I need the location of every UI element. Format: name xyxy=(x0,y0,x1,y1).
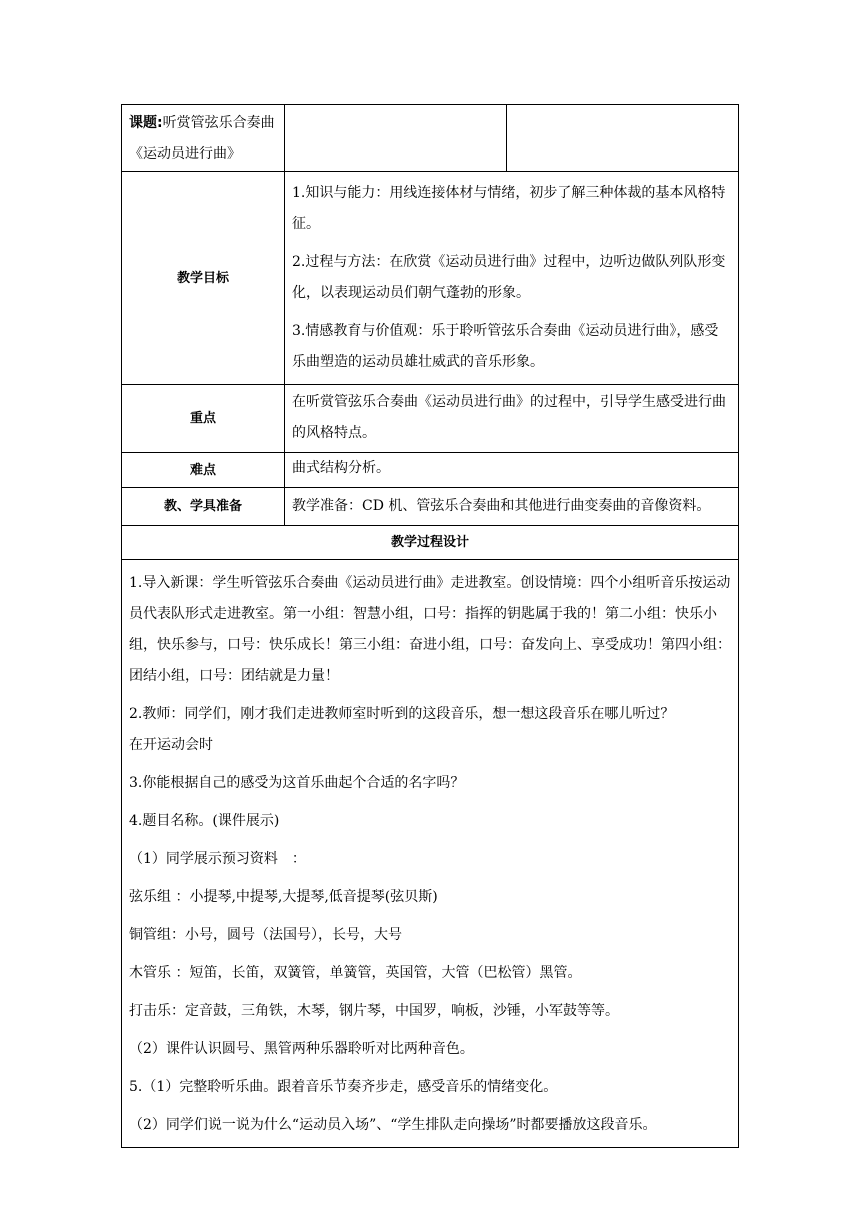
lesson-title-text: 听赏管弦乐合奏曲《运动员进行曲》 xyxy=(129,115,275,162)
objectives-row xyxy=(122,172,739,385)
process-title: 教学过程设计 xyxy=(122,526,739,560)
process-paragraph: （2）同学们说一说为什么“运动员入场”、“学生排队走向操场”时都要播放这段音乐。 xyxy=(129,1117,657,1133)
objectives-content xyxy=(285,172,739,385)
process-paragraph: 5.（1）完整聆听乐曲。跟着音乐节奏齐步走，感受音乐的情绪变化。 xyxy=(129,1079,558,1095)
lesson-plan-table xyxy=(121,104,739,1148)
title-row xyxy=(122,105,739,172)
lesson-title-cell xyxy=(122,105,285,172)
lesson-plan-page xyxy=(121,104,738,1148)
key-point-text: 在听赏管弦乐合奏曲《运动员进行曲》的过程中，引导学生感受进行曲的风格特点。 xyxy=(292,394,726,441)
preparation-label: 教、学具准备 xyxy=(122,488,285,526)
preparation-text: 教学准备：CD 机、管弦乐合奏曲和其他进行曲变奏曲的音像资料。 xyxy=(292,498,711,514)
process-paragraph: 在开运动会时 xyxy=(129,737,213,753)
process-paragraph: 3.你能根据自己的感受为这首乐曲起个合适的名字吗？ xyxy=(129,775,465,791)
preparation-row xyxy=(122,488,739,526)
difficulty-text: 曲式结构分析。 xyxy=(292,460,390,476)
difficulty-label: 难点 xyxy=(122,453,285,488)
process-content xyxy=(122,560,739,1148)
lesson-title-label: 课题: xyxy=(129,115,163,131)
key-point-label: 重点 xyxy=(122,385,285,453)
process-paragraph: 铜管组：小号，圆号（法国号），长号，大号 xyxy=(129,927,402,943)
process-paragraph: （2）课件认识圆号、黑管两种乐器聆听对比两种音色。 xyxy=(129,1041,474,1057)
title-empty-cell-2 xyxy=(507,105,739,172)
difficulty-content xyxy=(285,453,739,488)
process-paragraph: 2.教师：同学们，刚才我们走进教师室时听到的这段音乐，想一想这段音乐在哪儿听过？ xyxy=(129,706,675,722)
process-paragraph: 木管乐 ：短笛，长笛，双簧管，单簧管，英国管，大管（巴松管）黑管。 xyxy=(129,965,582,981)
process-row xyxy=(122,560,739,1148)
key-point-row xyxy=(122,385,739,453)
key-point-content xyxy=(285,385,739,453)
process-paragraph: （1）同学展示预习资料 ： xyxy=(129,851,306,867)
process-paragraph: 弦乐组 ：小提琴,中提琴,大提琴,低音提琴(弦贝斯) xyxy=(129,889,438,905)
objective-item-2: 2.过程与方法：在欣赏《运动员进行曲》过程中，边听边做队列队形变化，以表现运动员们朝气蓬勃的形象。 xyxy=(292,254,726,301)
process-paragraph: 1.导入新课：学生听管弦乐合奏曲《运动员进行曲》走进教室。创设情境：四个小组听音乐按运动员代表队形式走进教室。第一小组：智慧小组，口号：指挥的钥匙属于我的！第二小组：快乐小组，快乐参与，口号：快乐成长！第三小组：奋进小组，口号：奋发向上、享受成功！第四小组：团结小组，口号：团结就是力量！ xyxy=(129,575,731,684)
objectives-label: 教学目标 xyxy=(122,172,285,385)
process-paragraph: 4.题目名称。(课件展示) xyxy=(129,813,280,829)
objective-item-1: 1.知识与能力：用线连接体材与情绪，初步了解三种体裁的基本风格特征。 xyxy=(292,185,726,232)
process-paragraph: 打击乐：定音鼓，三角铁，木琴，钢片琴，中国罗，响板，沙锤，小军鼓等等。 xyxy=(129,1003,619,1019)
preparation-content xyxy=(285,488,739,526)
process-title-row xyxy=(122,526,739,560)
title-empty-cell-1 xyxy=(285,105,507,172)
difficulty-row xyxy=(122,453,739,488)
objective-item-3: 3.情感教育与价值观：乐于聆听管弦乐合奏曲《运动员进行曲》，感受乐曲塑造的运动员雄壮威武的音乐形象。 xyxy=(292,323,719,370)
